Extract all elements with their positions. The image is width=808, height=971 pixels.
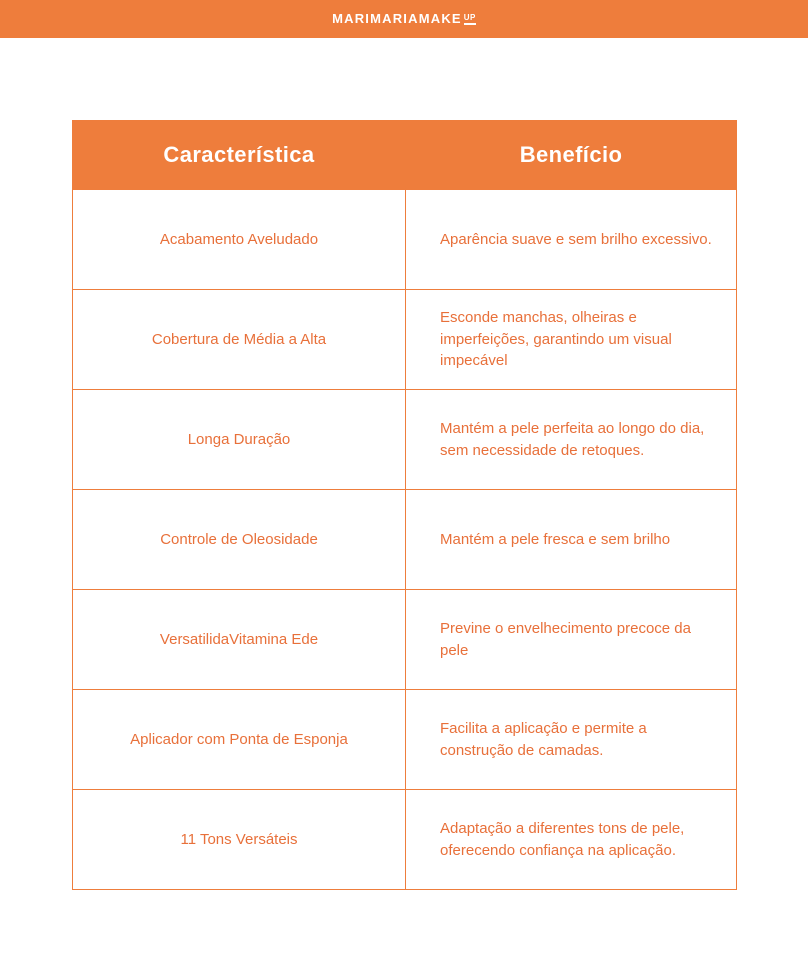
table-row: [73, 290, 737, 390]
cell-feature: 11 Tons Versáteis: [73, 790, 406, 890]
column-header-benefit: Benefício: [406, 121, 737, 190]
features-benefits-table: [72, 120, 737, 890]
cell-benefit: Adaptação a diferentes tons de pele, oferecendo confiança na aplicação.: [406, 790, 737, 890]
content-sheet: [0, 38, 808, 890]
cell-feature: Cobertura de Média a Alta: [73, 290, 406, 390]
table-row: [73, 490, 737, 590]
cell-benefit: Aparência suave e sem brilho excessivo.: [406, 190, 737, 290]
cell-feature: VersatilidaVitamina Ede: [73, 590, 406, 690]
table-row: [73, 390, 737, 490]
brand-bar: [0, 0, 808, 38]
table-header: [73, 121, 737, 190]
table-header-row: [73, 121, 737, 190]
table-row: [73, 590, 737, 690]
brand-name: MARIMARIAMAKE: [332, 10, 462, 26]
cell-benefit: Esconde manchas, olheiras e imperfeições, garantindo um visual impecável: [406, 290, 737, 390]
table-body: [73, 190, 737, 890]
cell-feature: Acabamento Aveludado: [73, 190, 406, 290]
table-row: [73, 190, 737, 290]
brand-name-superscript: UP: [464, 13, 476, 25]
column-header-feature: Característica: [73, 121, 406, 190]
table-row: [73, 790, 737, 890]
brand-logo: [332, 11, 476, 28]
cell-benefit: Previne o envelhecimento precoce da pele: [406, 590, 737, 690]
table-row: [73, 690, 737, 790]
cell-feature: Controle de Oleosidade: [73, 490, 406, 590]
cell-benefit: Facilita a aplicação e permite a construção de camadas.: [406, 690, 737, 790]
cell-feature: Longa Duração: [73, 390, 406, 490]
cell-benefit: Mantém a pele fresca e sem brilho: [406, 490, 737, 590]
cell-feature: Aplicador com Ponta de Esponja: [73, 690, 406, 790]
cell-benefit: Mantém a pele perfeita ao longo do dia, sem necessidade de retoques.: [406, 390, 737, 490]
